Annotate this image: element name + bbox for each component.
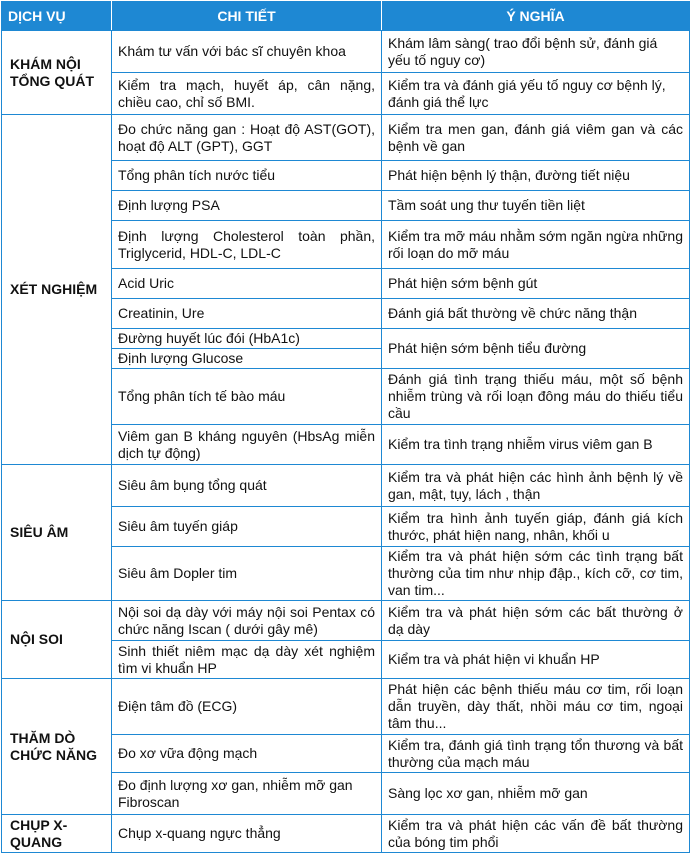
detail-cell: Siêu âm bụng tổng quát (112, 465, 382, 507)
detail-cell: Viêm gan B kháng nguyên (HbsAg miễn dịch tự động) (112, 425, 382, 465)
detail-cell: Tổng phân tích tế bào máu (112, 369, 382, 425)
service-general-exam: KHÁM NỘI TỔNG QUÁT (2, 31, 112, 115)
detail-cell: Creatinin, Ure (112, 299, 382, 329)
detail-cell: Định lượng PSA (112, 191, 382, 221)
service-lab-tests: XÉT NGHIỆM (2, 115, 112, 465)
table-row (2, 31, 690, 73)
meaning-cell: Kiểm tra và phát hiện các hình ảnh bệnh lý về gan, mật, tụy, lách , thận (382, 465, 690, 507)
service-xray: CHỤP X-QUANG (2, 815, 112, 853)
header-detail: CHI TIẾT (112, 2, 382, 31)
detail-cell: Siêu âm tuyến giáp (112, 507, 382, 547)
detail-cell: Đo định lượng xơ gan, nhiễm mỡ gan Fibroscan (112, 773, 382, 815)
meaning-cell: Kiểm tra men gan, đánh giá viêm gan và các bệnh về gan (382, 115, 690, 161)
detail-cell: Nội soi dạ dày với máy nội soi Pentax có chức năng Iscan ( dưới gây mê) (112, 601, 382, 641)
detail-cell: Chụp x-quang ngực thẳng (112, 815, 382, 853)
service-ultrasound: SIÊU ÂM (2, 465, 112, 601)
table-row (2, 115, 690, 161)
detail-cell: Kiểm tra mạch, huyết áp, cân nặng, chiều cao, chỉ số BMI. (112, 73, 382, 115)
meaning-cell: Phát hiện các bệnh thiếu máu cơ tim, rối loạn dẫn truyền, dày thất, nhồi máu cơ tim, ngoại tâm thu... (382, 679, 690, 735)
meaning-cell: Kiểm tra, đánh giá tình trạng tổn thương và bất thường của mạch máu (382, 735, 690, 773)
detail-cell: Siêu âm Dopler tim (112, 547, 382, 601)
detail-cell: Định lượng Glucose (112, 349, 382, 369)
meaning-cell: Kiểm tra và đánh giá yếu tố nguy cơ bệnh lý, đánh giá thể lực (382, 73, 690, 115)
service-endoscopy: NỘI SOI (2, 601, 112, 679)
detail-cell: Định lượng Cholesterol toàn phần, Triglycerid, HDL-C, LDL-C (112, 221, 382, 269)
meaning-cell: Kiểm tra và phát hiện sớm các bất thường ở dạ dày (382, 601, 690, 641)
meaning-cell: Kiểm tra tình trạng nhiễm virus viêm gan B (382, 425, 690, 465)
meaning-cell: Kiểm tra và phát hiện sớm các tình trạng bất thường của tim như nhịp đập., kích cỡ, cơ tim, van tim... (382, 547, 690, 601)
meaning-cell: Khám lâm sàng( trao đổi bệnh sử, đánh giá yếu tố nguy cơ) (382, 31, 690, 73)
health-checkup-table (1, 1, 690, 853)
detail-cell: Điện tâm đồ (ECG) (112, 679, 382, 735)
meaning-cell: Phát hiện sớm bệnh gút (382, 269, 690, 299)
table-header-row (2, 2, 690, 31)
header-meaning: Ý NGHĨA (382, 2, 690, 31)
detail-cell: Đo xơ vữa động mạch (112, 735, 382, 773)
table-row (2, 465, 690, 507)
detail-cell: Tổng phân tích nước tiểu (112, 161, 382, 191)
meaning-cell: Tầm soát ung thư tuyến tiền liệt (382, 191, 690, 221)
detail-cell: Đo chức năng gan : Hoạt độ AST(GOT), hoạt độ ALT (GPT), GGT (112, 115, 382, 161)
meaning-cell: Kiểm tra và phát hiện vi khuẩn HP (382, 641, 690, 679)
detail-cell: Acid Uric (112, 269, 382, 299)
meaning-cell: Đánh giá bất thường về chức năng thận (382, 299, 690, 329)
meaning-cell: Phát hiện bệnh lý thận, đường tiết niệu (382, 161, 690, 191)
detail-cell: Đường huyết lúc đói (HbA1c) (112, 329, 382, 349)
meaning-cell: Phát hiện sớm bệnh tiểu đường (382, 329, 690, 369)
service-functional-tests: THĂM DÒ CHỨC NĂNG (2, 679, 112, 815)
meaning-cell: Kiểm tra và phát hiện các vấn đề bất thường của bóng tim phổi (382, 815, 690, 853)
header-service: DỊCH VỤ (2, 2, 112, 31)
meaning-cell: Kiểm tra hình ảnh tuyến giáp, đánh giá kích thước, phát hiện nang, nhân, khối u (382, 507, 690, 547)
table-row (2, 679, 690, 735)
meaning-cell: Sàng lọc xơ gan, nhiễm mỡ gan (382, 773, 690, 815)
table-row (2, 815, 690, 853)
detail-cell: Khám tư vấn với bác sĩ chuyên khoa (112, 31, 382, 73)
meaning-cell: Đánh giá tình trạng thiếu máu, một số bệnh nhiễm trùng và rối loạn đông máu do thiếu tiểu cầu (382, 369, 690, 425)
table-row (2, 601, 690, 641)
detail-cell: Sinh thiết niêm mạc dạ dày xét nghiệm tìm vi khuẩn HP (112, 641, 382, 679)
meaning-cell: Kiểm tra mỡ máu nhằm sớm ngăn ngừa những rối loạn do mỡ máu (382, 221, 690, 269)
